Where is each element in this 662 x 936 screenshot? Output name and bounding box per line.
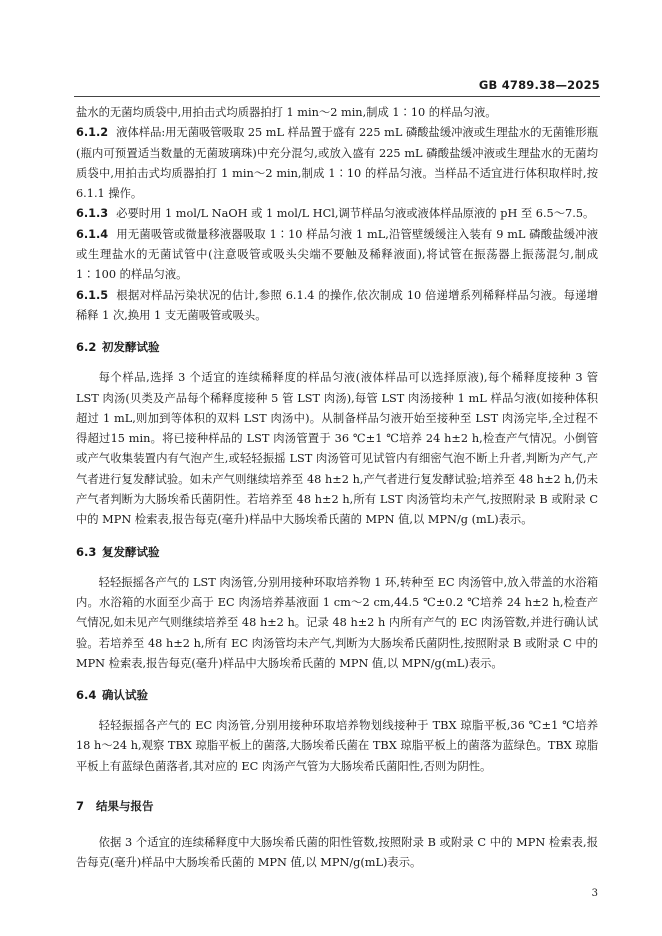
clause-number: 6.1.5 xyxy=(76,288,109,302)
clause-number: 6.1.2 xyxy=(76,126,109,140)
section-number: 7 xyxy=(76,799,85,814)
section-title: 结果与报告 xyxy=(96,799,154,814)
section-heading-6-3 xyxy=(76,543,598,561)
section-heading-7 xyxy=(76,797,598,815)
section-7-body: 依据 3 个适宜的连续稀释度中大肠埃希氏菌的阳性管数,按照附录 B 或附录 C 中的 MPN 检索表,报告每克(毫升)样品中大肠埃希氏菌的 MPN 值,以 MPN/g(mL)表示。 xyxy=(76,836,598,870)
clause-6-1-5 xyxy=(76,286,598,327)
section-number: 6.3 xyxy=(76,544,97,559)
section-heading-6-4 xyxy=(76,686,598,704)
paragraph-intro: 盐水的无菌均质袋中,用拍击式均质器拍打 1 min～2 min,制成 1∶10 的样品匀液。 xyxy=(76,106,497,119)
clause-number: 6.1.3 xyxy=(76,207,109,221)
clause-6-1-3 xyxy=(76,204,598,224)
section-heading-6-2 xyxy=(76,338,598,356)
clause-number: 6.1.4 xyxy=(76,227,109,241)
section-6-4-body: 轻轻振摇各产气的 EC 肉汤管,分别用接种环取培养物划线接种于 TBX 琼脂平板,36 ℃±1 ℃培养 18 h～24 h,观察 TBX 琼脂平板上的菌落,大肠埃希氏菌在 TBX 琼脂平板上的菌落为蓝绿色。TBX 琼脂平板上有蓝绿色菌落者,其对应的 EC 肉汤产气管为大肠埃希氏菌阳性,否则为阴性。 xyxy=(76,719,598,773)
standard-code-header: GB 4789.38—2025 xyxy=(478,78,600,92)
document-body xyxy=(76,103,598,874)
clause-6-1-2 xyxy=(76,123,598,204)
clause-text: 必要时用 1 mol/L NaOH 或 1 mol/L HCl,调节样品匀液或液体样品原液的 pH 至 6.5～7.5。 xyxy=(116,207,595,221)
section-6-3-body: 轻轻振摇各产气的 LST 肉汤管,分别用接种环取培养物 1 环,转种至 EC 肉汤管中,放入带盖的水浴箱内。水浴箱的水面至少高于 EC 肉汤培养基液面 1 cm～2 cm,44.5 ℃±0.2 ℃培养 24 h±2 h,检查产气情况,如未见产气则继续培养至 48 h±2 h。记录 48 h±2 h 内所有产气的 EC 肉汤管数,并进行确认试验。若培养至 48 h±2 h,所有 EC 肉汤管均未产气,判断为大肠埃希氏菌阴性,按照附录 B 或附录 C 中的 MPN 检索表,报告每克(毫升)样品中大肠埃希氏菌的 MPN 值,以 MPN/g(mL)表示。 xyxy=(76,575,598,670)
clause-text: 用无菌吸管或微量移液器吸取 1∶10 样品匀液 1 mL,沿管壁缓缓注入装有 9 mL 磷酸盐缓冲液或生理盐水的无菌试管中(注意吸管或吸头尖端不要触及稀释液面),将试管在振荡器上振荡混匀,制成 1∶100 的样品匀液。 xyxy=(76,227,598,282)
section-title: 确认试验 xyxy=(102,688,148,703)
clause-6-1-4 xyxy=(76,225,598,286)
header-rule xyxy=(74,96,600,97)
section-title: 复发酵试验 xyxy=(102,544,160,559)
page-number: 3 xyxy=(591,888,598,899)
section-6-2-body: 每个样品,选择 3 个适宜的连续稀释度的样品匀液(液体样品可以选择原液),每个稀释度接种 3 管 LST 肉汤(贝类及产品每个稀释度接种 5 管 LST 肉汤),每管 LST 肉汤接种 1 mL 样品匀液(如接种体积超过 1 mL,则加到等体积的双料 LST 肉汤中)。从制备样品匀液开始至接种至 LST 肉汤完毕,全过程不得超过15 min。将已接种样品的 LST 肉汤管置于 36 ℃±1 ℃培养 24 h±2 h,检查产气情况。小倒管或产气收集装置内有气泡产生,或轻轻振摇 LST 肉汤管可见试管内有细密气泡不断上升者,判断为产气,产气者进行复发酵试验。如未产气则继续培养至 48 h±2 h,产气者进行复发酵试验;培养至 48 h±2 h,仍未产气者判断为大肠埃希氏菌阴性。若培养至 48 h±2 h,所有 LST 肉汤管均未产气,按照附录 B 或附录 C 中的 MPN 检索表,报告每克(毫升)样品中大肠埃希氏菌的 MPN 值,以 MPN/g (mL)表示。 xyxy=(76,371,598,527)
section-number: 6.4 xyxy=(76,688,97,703)
section-number: 6.2 xyxy=(76,340,97,355)
clause-text: 根据对样品污染状况的估计,参照 6.1.4 的操作,依次制成 10 倍递增系列稀释样品匀液。每递增稀释 1 次,换用 1 支无菌吸管或吸头。 xyxy=(76,288,598,322)
clause-text: 液体样品:用无菌吸管吸取 25 mL 样品置于盛有 225 mL 磷酸盐缓冲液或生理盐水的无菌锥形瓶(瓶内可预置适当数量的无菌玻璃珠)中充分混匀,或放入盛有 225 mL 磷酸盐缓冲液或生理盐水的无菌均质袋中,用拍击式均质器拍打 1 min～2 min,制成 1∶10 的样品匀液。当样品不适宜进行体积取样时,按 6.1.1 操作。 xyxy=(76,126,598,201)
section-title: 初发酵试验 xyxy=(102,340,160,355)
